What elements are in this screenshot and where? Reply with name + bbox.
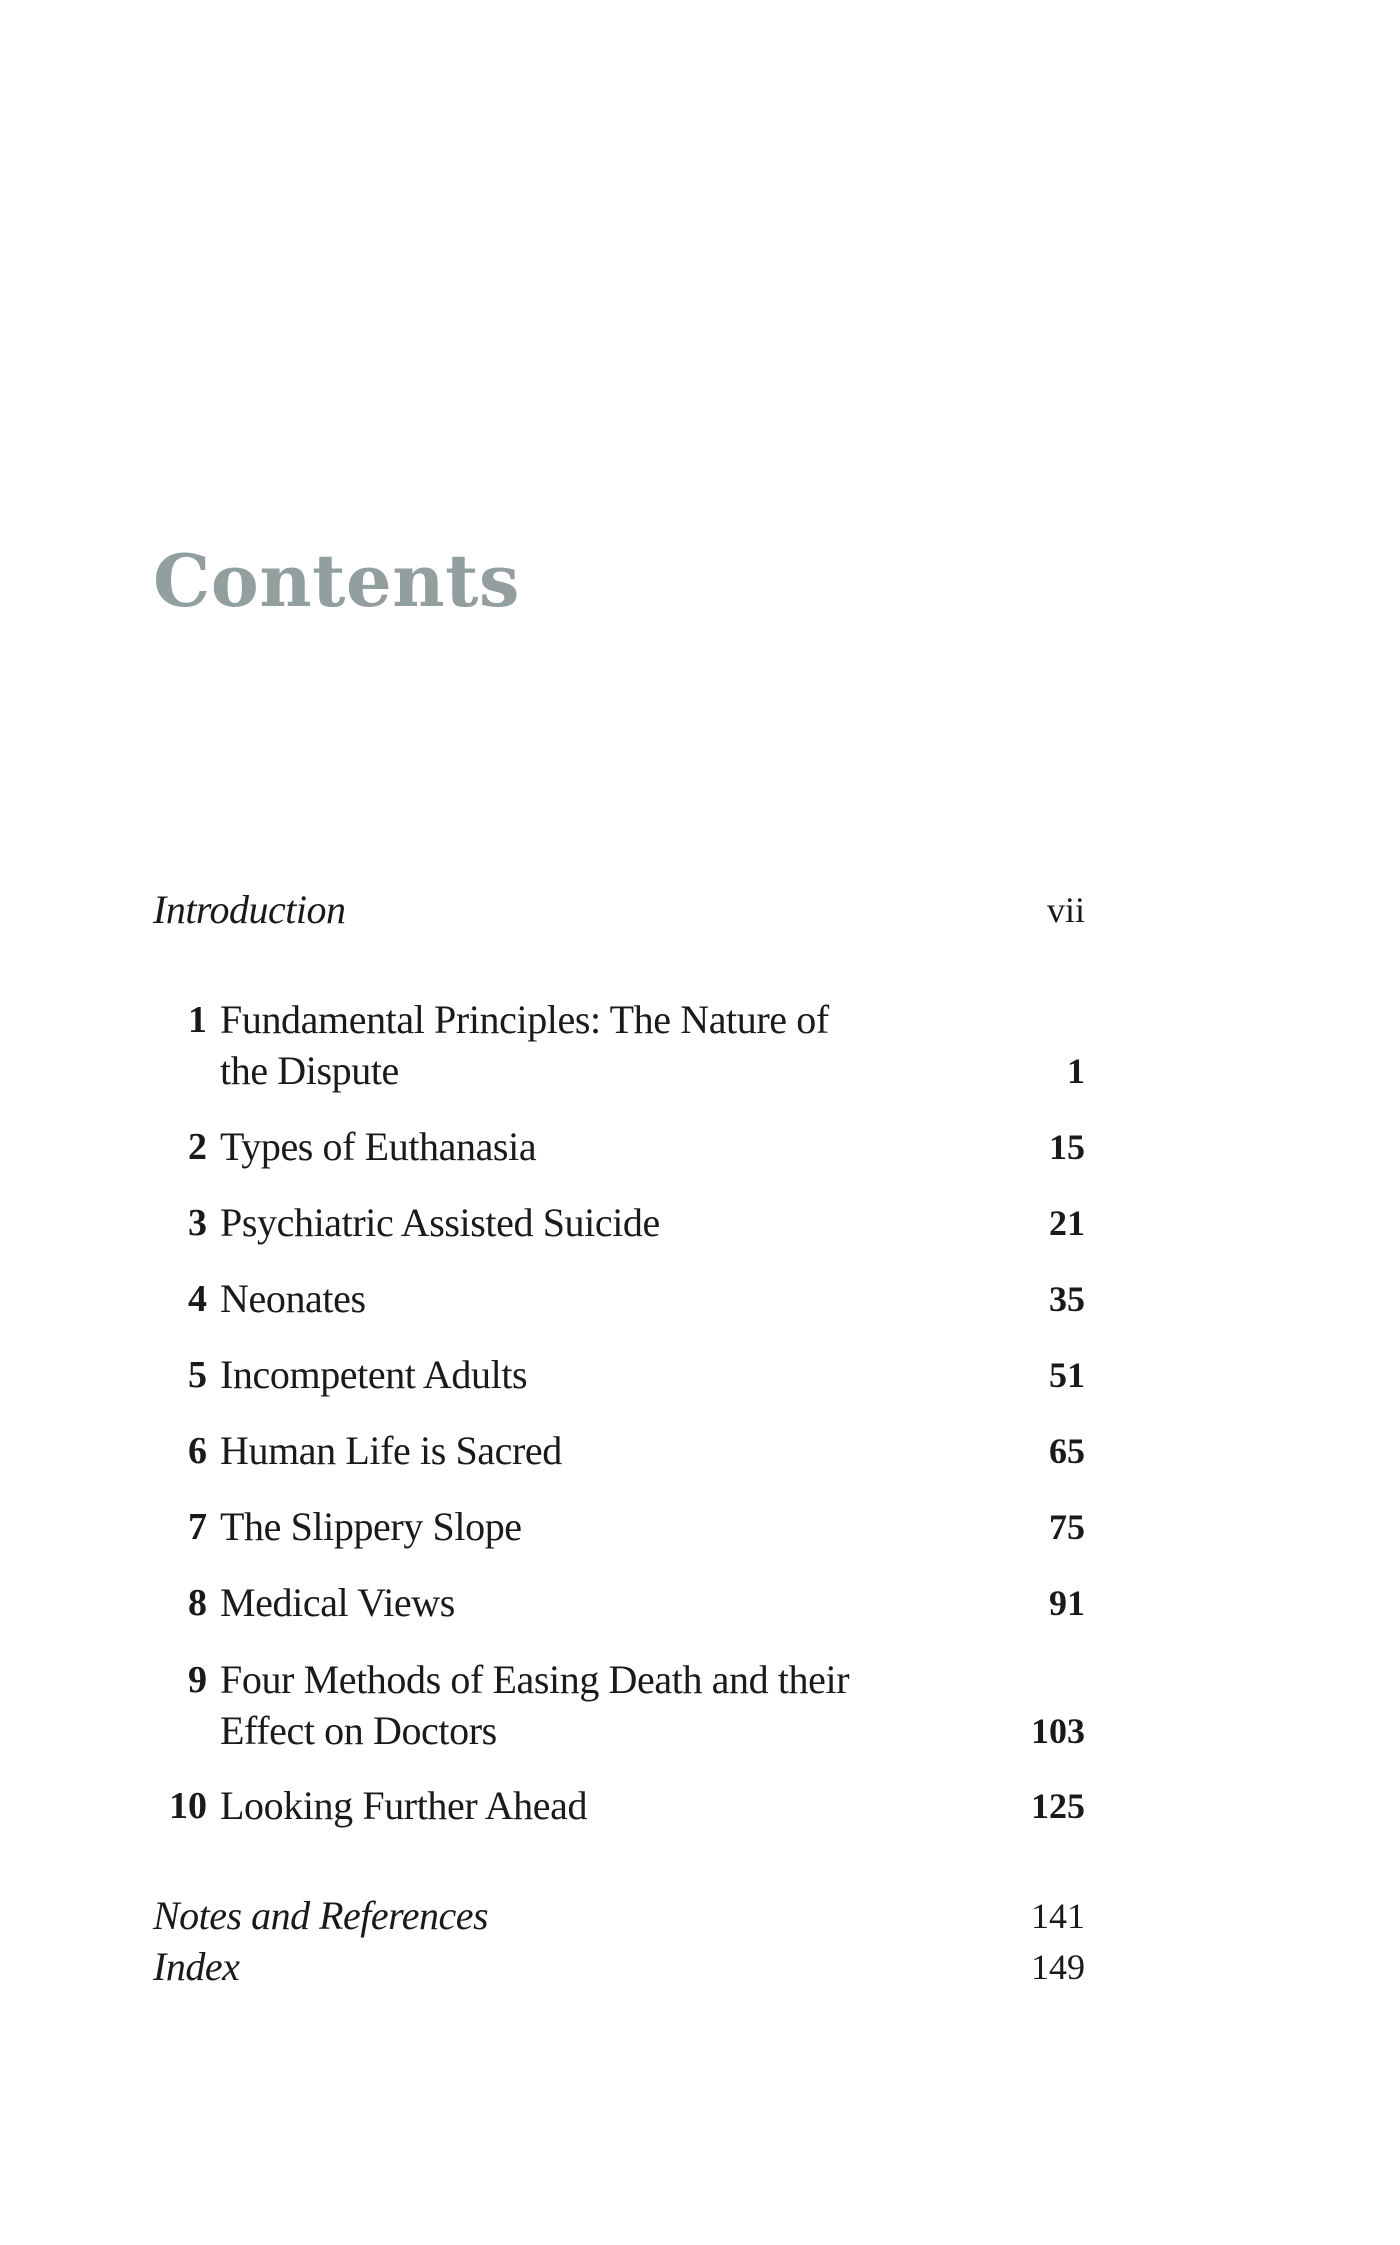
chapter-title: Human Life is Sacred [220, 1428, 562, 1473]
chapter-page-number: 51 [1049, 1355, 1085, 1395]
chapter-number: 9 [188, 1659, 207, 1701]
chapter-title: The Slippery Slope [220, 1504, 522, 1549]
chapter-page-number: 75 [1049, 1507, 1085, 1547]
chapter-number: 1 [188, 999, 207, 1041]
chapter-page-number: 15 [1049, 1127, 1085, 1167]
chapter-page-number: 91 [1049, 1583, 1085, 1623]
entry-page-number: 141 [1031, 1896, 1085, 1936]
chapter-title: Looking Further Ahead [220, 1783, 588, 1828]
chapter-title: Psychiatric Assisted Suicide [220, 1200, 660, 1245]
entry-page-number: vii [1046, 890, 1085, 930]
chapter-page-number: 35 [1049, 1279, 1085, 1319]
entry-label: Notes and References [153, 1893, 489, 1938]
chapter-page-number: 65 [1049, 1431, 1085, 1471]
entry-label: Introduction [153, 887, 346, 932]
chapter-number: 8 [188, 1582, 207, 1624]
chapter-title: Types of Euthanasia [220, 1124, 537, 1169]
chapter-number: 5 [188, 1354, 207, 1396]
chapter-page-number: 125 [1031, 1786, 1085, 1826]
chapter-page-number: 103 [1031, 1711, 1085, 1751]
chapter-number: 4 [188, 1278, 207, 1320]
chapter-title: Incompetent Adults [220, 1352, 528, 1397]
entry-page-number: 149 [1031, 1947, 1085, 1987]
chapter-title: Neonates [220, 1276, 366, 1321]
page-title: Contents [153, 538, 520, 623]
chapter-page-number: 1 [1067, 1051, 1085, 1091]
chapter-page-number: 21 [1049, 1203, 1085, 1243]
chapter-number: 6 [188, 1430, 207, 1472]
chapter-title-line2: Effect on Doctors [220, 1708, 497, 1753]
chapter-number: 7 [188, 1506, 207, 1548]
chapter-title-line1: Fundamental Principles: The Nature of [220, 997, 829, 1042]
entry-label: Index [153, 1944, 240, 1989]
chapter-number: 3 [188, 1202, 207, 1244]
chapter-title-line1: Four Methods of Easing Death and their [220, 1657, 850, 1702]
chapter-title: Medical Views [220, 1580, 455, 1625]
chapter-number: 2 [188, 1126, 207, 1168]
chapter-number: 10 [169, 1785, 207, 1827]
chapter-title-line2: the Dispute [220, 1048, 399, 1093]
